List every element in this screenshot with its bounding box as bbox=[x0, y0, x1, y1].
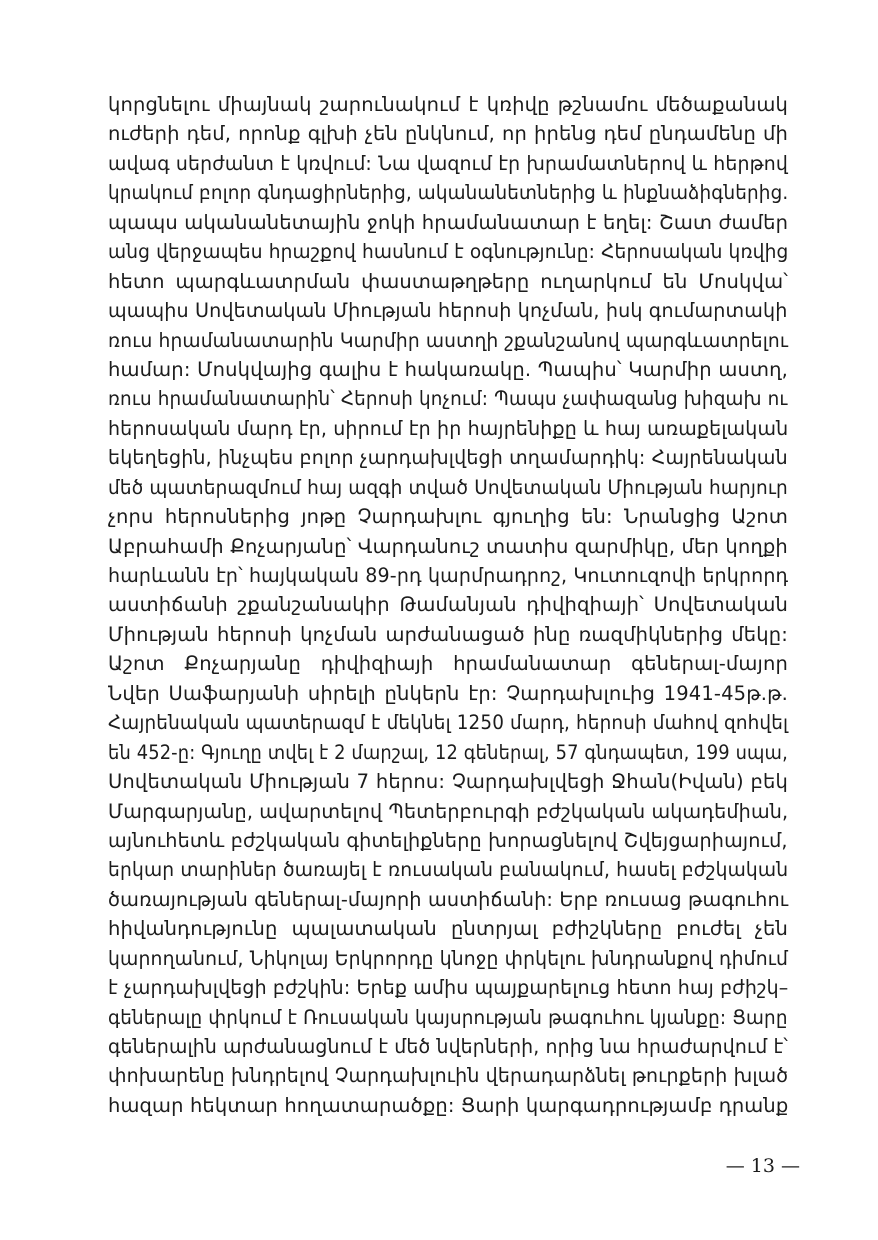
text-line: հիվանդությունը պալատական ընտրյալ բժիշկները բուժել չեն bbox=[108, 917, 788, 941]
text-line: գեներալը փրկում է Ռուսական կայսրության թագուհու կյանքը: Ցարը bbox=[108, 1005, 788, 1029]
text-line: կրակում բոլոր գնդացիրներից, ականանետներից և ինքնաձիգներից. bbox=[108, 181, 789, 205]
text-line: հերոսական մարդ էր, սիրում էր իր հայրենիքը և հայ առաքելական bbox=[108, 416, 789, 440]
text-line: հետո պարգևատրման փաստաթղթերը ուղարկում են Մոսկվա՝ bbox=[108, 269, 788, 293]
text-line: եկեղեցին, ինչպես բոլոր չարդախլվեցի տղամարդիկ: Հայրենական bbox=[108, 446, 788, 470]
text-line: երկար տարիներ ծառայել է ռուսական բանակում, հասել բժշկական bbox=[108, 858, 789, 882]
text-line: չորս հերոսներից յոթը Չարդախլու գյուղից են: Նրանցից Աշոտ bbox=[108, 505, 788, 529]
text-line: հարևանն էր՝ հայկական 89-րդ կարմրադրոշ, Կուտուզովի երկրորդ bbox=[108, 564, 789, 587]
text-line: Աշոտ Քոչարյանը դիվիզիայի հրամանատար գեներալ-մայոր bbox=[108, 652, 788, 676]
text-line: գեներալին արժանացնում է մեծ նվերների, որից նա հրաժարվում է՝ bbox=[108, 1035, 789, 1058]
text-line: կարողանում, Նիկոլայ Երկրորդը կնոջը փրկելու խնդրանքով դիմում bbox=[108, 946, 789, 970]
text-line: մեծ պատերազմում հայ ազգի տված Սովետական Միության հարյուր bbox=[108, 475, 788, 499]
text-line: համար: Մոսկվայից գալիս է հակառակը. Պապիս՝ Կարմիր աստղ, bbox=[108, 357, 788, 381]
text-line: ռուս հրամանատարին՝ Հերոսի կոչում: Պապս չափազանց խիզախ ու bbox=[108, 387, 788, 411]
text-line: պապս ականանետային ջոկի հրամանատար է եղել: Շատ ժամեր bbox=[108, 210, 789, 234]
text-line: ծառայության գեներալ-մայորի աստիճանի: Երբ ռուսաց թագուհու bbox=[108, 887, 789, 911]
text-line: փոխարենը խնդրելով Չարդախլուին վերադարձնել թուրքերի խլած bbox=[108, 1064, 789, 1088]
text-line: Միության հերոսի կոչման արժանացած ինը ռազմիկներից մեկը: bbox=[108, 622, 788, 646]
text-line: կորցնելու միայնակ շարունակում է կռիվը թշնամու մեծաքանակ bbox=[108, 93, 788, 116]
text-line: Աբրահամի Քոչարյանը՝ Վարդանուշ տատիս զարմիկը, մեր կողքի bbox=[108, 534, 788, 558]
text-line: Հայրենական պատերազմ է մեկնել 1250 մարդ, հերոսի մահով զոհվել bbox=[108, 711, 789, 735]
text-line: է չարդախլվեցի բժշկին: Երեք ամիս պայքարելուց հետո հայ բժիշկ– bbox=[108, 976, 789, 1000]
text-line: պապիս Սովետական Միության հերոսի կոչման, իսկ գումարտակի bbox=[108, 299, 788, 323]
text-line: Սովետական Միության 7 հերոս: Չարդախլվեցի Ջհան(Իվան) բեկ bbox=[108, 770, 788, 794]
text-line: ուժերի դեմ, որոնք գլխի չեն ընկնում, որ իրենց դեմ ընդամենը մի bbox=[108, 122, 788, 146]
text-line: այնուհետև բժշկական գիտելիքները խորացնելով Շվեյցարիայում, bbox=[108, 828, 788, 852]
page-number: — 13 — bbox=[725, 1155, 800, 1177]
text-line: Նվեր Սաֆարյանի սիրելի ընկերն էր: Չարդախլուից 1941-45թ.թ. bbox=[108, 681, 788, 705]
text-line: աստիճանի շքանշանակիր Թամանյան դիվիզիայի՝ Սովետական bbox=[108, 593, 788, 617]
text-line: Մարգարյանը, ավարտելով Պետերբուրգի բժշկական ակադեմիան, bbox=[108, 799, 789, 823]
text-line: ռուս հրամանատարին Կարմիր աստղի շքանշանով պարգևատրելու bbox=[108, 328, 789, 352]
body-text bbox=[108, 90, 788, 1120]
text-line: ավագ սերժանտ է կռվում: Նա վազում էր խրամատներով և հերթով bbox=[108, 151, 788, 175]
text-line: են 452-ը: Գյուղը տվել է 2 մարշալ, 12 գեներալ, 57 գնդապետ, 199 սպա, bbox=[108, 740, 788, 764]
text-line: անց վերջապես հրաշքով հասնում է օգնությունը: Հերոսական կռվից bbox=[108, 240, 789, 264]
text-line: հազար հեկտար հողատարածքը: Ցարի կարգադրությամբ դրանք bbox=[108, 1093, 789, 1117]
